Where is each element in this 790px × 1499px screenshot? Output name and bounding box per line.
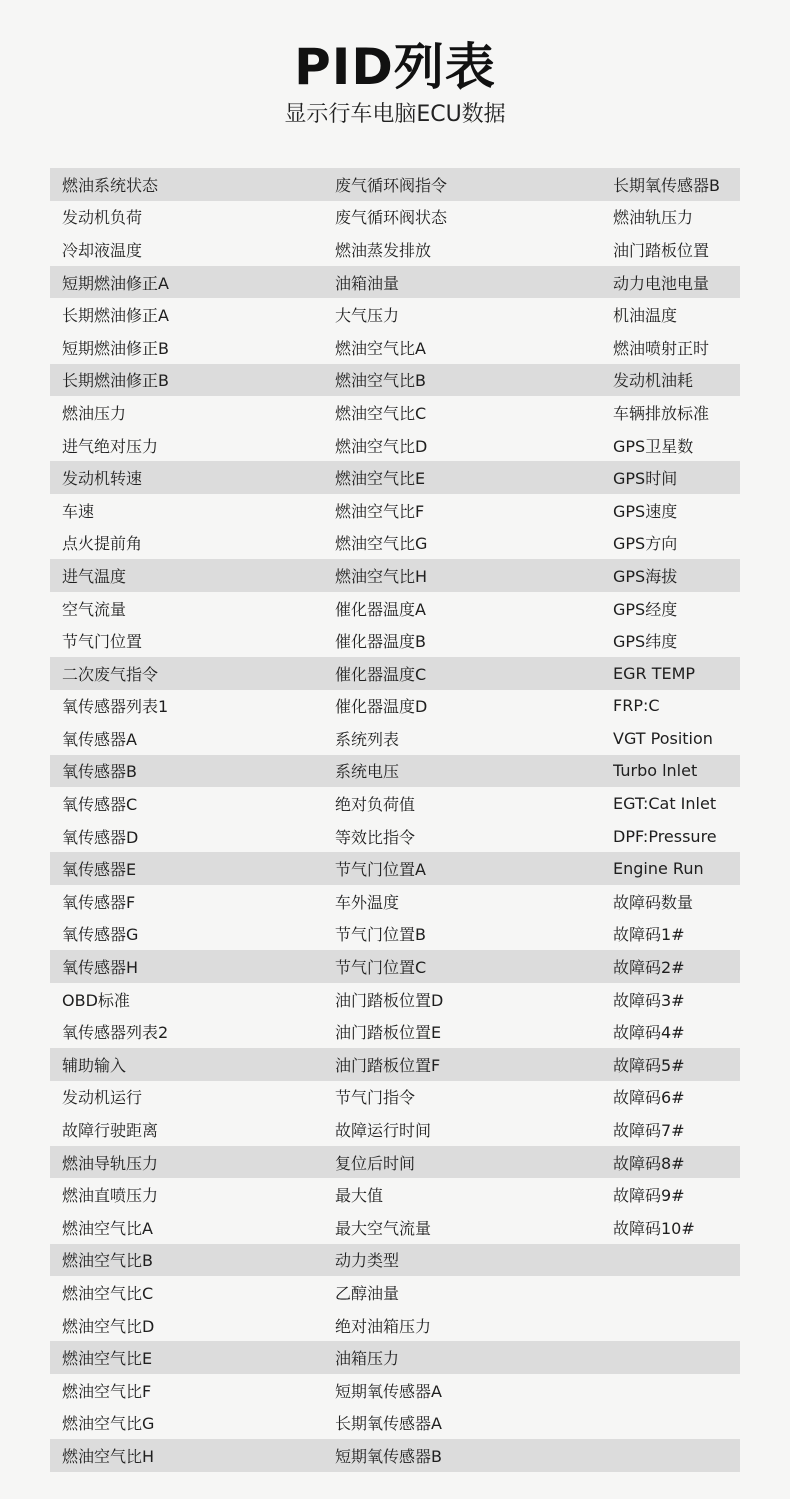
table-cell: 长期氧传感器A: [335, 1414, 442, 1434]
table-cell: 故障码1#: [613, 925, 685, 945]
table-cell: FRP:C: [613, 696, 660, 716]
table-row: [50, 787, 740, 820]
table-cell: 催化器温度D: [335, 697, 428, 717]
table-cell: 油门踏板位置: [613, 240, 710, 260]
table-cell: 燃油轨压力: [613, 208, 694, 228]
table-cell: 长期燃油修正A: [62, 306, 169, 326]
table-row: [50, 1015, 740, 1048]
table-cell: 乙醇油量: [335, 1283, 400, 1303]
table-row: [50, 1178, 740, 1211]
table-row: [50, 950, 740, 983]
table-cell: GPS经度: [613, 599, 678, 619]
table-cell: 发动机油耗: [613, 371, 694, 391]
table-cell: 发动机转速: [62, 469, 143, 489]
table-row: [50, 1113, 740, 1146]
table-cell: 机油温度: [613, 306, 678, 326]
table-cell: 点火提前角: [62, 534, 143, 554]
table-row: [50, 852, 740, 885]
table-row: [50, 429, 740, 462]
table-row: [50, 983, 740, 1016]
table-cell: 故障码7#: [613, 1121, 685, 1141]
table-cell: GPS纬度: [613, 632, 678, 652]
table-row: [50, 364, 740, 397]
table-cell: 氧传感器G: [62, 925, 139, 945]
table-cell: GPS卫星数: [613, 436, 694, 456]
table-cell: 发动机运行: [62, 1088, 143, 1108]
table-cell: 燃油压力: [62, 403, 127, 423]
table-cell: 进气绝对压力: [62, 436, 159, 456]
table-cell: VGT Position: [613, 728, 713, 748]
table-cell: 油箱压力: [335, 1349, 400, 1369]
table-cell: 氧传感器A: [62, 729, 137, 749]
table-row: [50, 298, 740, 331]
table-cell: 油箱油量: [335, 273, 400, 293]
table-cell: 长期氧传感器B: [613, 175, 720, 195]
table-cell: DPF:Pressure: [613, 826, 717, 846]
table-cell: 节气门位置: [62, 632, 143, 652]
table-cell: 燃油空气比C: [335, 403, 427, 423]
table-cell: 氧传感器列表1: [62, 697, 169, 717]
table-cell: 发动机负荷: [62, 208, 143, 228]
table-cell: GPS时间: [613, 469, 678, 489]
table-cell: 燃油空气比F: [335, 501, 425, 521]
table-cell: 燃油空气比B: [335, 371, 426, 391]
table-cell: 催化器温度B: [335, 632, 426, 652]
table-cell: 短期氧传感器A: [335, 1381, 442, 1401]
table-cell: 燃油空气比G: [62, 1414, 155, 1434]
table-cell: 油门踏板位置F: [335, 1055, 441, 1075]
table-cell: 氧传感器H: [62, 958, 139, 978]
table-row: [50, 396, 740, 429]
table-cell: 氧传感器列表2: [62, 1023, 169, 1043]
table-cell: 故障码9#: [613, 1186, 685, 1206]
table-cell: 二次废气指令: [62, 664, 159, 684]
table-cell: GPS速度: [613, 501, 678, 521]
table-cell: 辅助输入: [62, 1055, 127, 1075]
table-row: [50, 722, 740, 755]
table-cell: 故障码10#: [613, 1218, 695, 1238]
table-cell: EGR TEMP: [613, 663, 696, 683]
table-row: [50, 266, 740, 299]
table-cell: 系统列表: [335, 729, 400, 749]
table-cell: 节气门指令: [335, 1088, 416, 1108]
table-cell: 车外温度: [335, 892, 400, 912]
table-cell: 大气压力: [335, 306, 400, 326]
table-row: [50, 624, 740, 657]
table-cell: EGT:Cat Inlet: [613, 794, 717, 814]
table-cell: 故障码5#: [613, 1055, 685, 1075]
table-cell: 故障码数量: [613, 892, 694, 912]
table-cell: 复位后时间: [335, 1153, 416, 1173]
table-cell: 长期燃油修正B: [62, 371, 169, 391]
table-cell: 节气门位置A: [335, 860, 426, 880]
table-cell: OBD标准: [62, 990, 130, 1010]
table-row: [50, 755, 740, 788]
table-row: [50, 1276, 740, 1309]
table-cell: 油门踏板位置E: [335, 1023, 442, 1043]
table-row: [50, 233, 740, 266]
table-cell: 故障运行时间: [335, 1121, 432, 1141]
table-cell: 氧传感器C: [62, 795, 138, 815]
table-cell: 最大值: [335, 1186, 384, 1206]
table-cell: 氧传感器D: [62, 827, 139, 847]
table-cell: 冷却液温度: [62, 240, 143, 260]
table-cell: 氧传感器E: [62, 860, 137, 880]
table-cell: 进气温度: [62, 566, 127, 586]
table-row: [50, 1374, 740, 1407]
table-row: [50, 168, 740, 201]
table-cell: 故障码2#: [613, 958, 685, 978]
table-cell: 燃油蒸发排放: [335, 240, 432, 260]
pid-table: [50, 168, 740, 1472]
table-cell: 燃油空气比C: [62, 1283, 154, 1303]
table-row: [50, 1211, 740, 1244]
table-cell: 废气循环阀状态: [335, 208, 448, 228]
table-cell: 故障码6#: [613, 1088, 685, 1108]
table-row: [50, 592, 740, 625]
table-cell: 故障码3#: [613, 990, 685, 1010]
table-row: [50, 885, 740, 918]
table-cell: 催化器温度C: [335, 664, 427, 684]
table-row: [50, 461, 740, 494]
table-cell: 节气门位置C: [335, 958, 427, 978]
table-cell: 动力类型: [335, 1251, 400, 1271]
table-row: [50, 1048, 740, 1081]
table-cell: 燃油空气比D: [335, 436, 428, 456]
table-cell: 故障码8#: [613, 1153, 685, 1173]
table-cell: 短期燃油修正B: [62, 338, 169, 358]
page-subtitle: 显示行车电脑ECU数据: [284, 102, 506, 127]
table-cell: 燃油空气比A: [62, 1218, 153, 1238]
table-cell: 油门踏板位置D: [335, 990, 444, 1010]
table-cell: 燃油空气比E: [335, 469, 426, 489]
table-row: [50, 1341, 740, 1374]
table-row: [50, 690, 740, 723]
table-cell: 废气循环阀指令: [335, 175, 448, 195]
table-row: [50, 820, 740, 853]
table-cell: 短期氧传感器B: [335, 1446, 442, 1466]
table-row: [50, 1407, 740, 1440]
table-cell: 燃油空气比B: [62, 1251, 153, 1271]
table-cell: 车速: [62, 501, 95, 521]
table-cell: GPS方向: [613, 534, 678, 554]
table-cell: 系统电压: [335, 762, 400, 782]
table-cell: 节气门位置B: [335, 925, 426, 945]
page-title: PID列表: [294, 38, 496, 96]
table-cell: 等效比指令: [335, 827, 416, 847]
table-cell: 绝对油箱压力: [335, 1316, 432, 1336]
table-cell: 燃油系统状态: [62, 175, 159, 195]
table-row: [50, 1146, 740, 1179]
table-row: [50, 918, 740, 951]
table-cell: 燃油空气比G: [335, 534, 428, 554]
table-cell: 燃油空气比A: [335, 338, 426, 358]
table-row: [50, 559, 740, 592]
table-row: [50, 1439, 740, 1472]
table-cell: 空气流量: [62, 599, 127, 619]
table-row: [50, 657, 740, 690]
table-cell: 燃油空气比H: [335, 566, 428, 586]
table-row: [50, 527, 740, 560]
table-cell: 燃油空气比H: [62, 1446, 155, 1466]
table-row: [50, 201, 740, 234]
table-cell: 动力电池电量: [613, 273, 710, 293]
table-cell: GPS海拔: [613, 566, 678, 586]
table-cell: 燃油导轨压力: [62, 1153, 159, 1173]
table-cell: 燃油喷射正时: [613, 338, 710, 358]
table-cell: Engine Run: [613, 859, 704, 879]
table-row: [50, 1081, 740, 1114]
table-cell: 车辆排放标准: [613, 403, 710, 423]
table-row: [50, 331, 740, 364]
table-cell: 故障码4#: [613, 1023, 685, 1043]
table-cell: 故障行驶距离: [62, 1121, 159, 1141]
table-cell: Turbo lnlet: [613, 761, 698, 781]
table-cell: 燃油空气比F: [62, 1381, 152, 1401]
table-cell: 最大空气流量: [335, 1218, 432, 1238]
table-cell: 短期燃油修正A: [62, 273, 169, 293]
table-cell: 绝对负荷值: [335, 795, 416, 815]
table-row: [50, 1244, 740, 1277]
table-cell: 燃油直喷压力: [62, 1186, 159, 1206]
table-row: [50, 494, 740, 527]
table-cell: 燃油空气比D: [62, 1316, 155, 1336]
table-cell: 氧传感器B: [62, 762, 137, 782]
table-row: [50, 1309, 740, 1342]
table-cell: 燃油空气比E: [62, 1349, 153, 1369]
table-cell: 催化器温度A: [335, 599, 426, 619]
table-cell: 氧传感器F: [62, 892, 136, 912]
